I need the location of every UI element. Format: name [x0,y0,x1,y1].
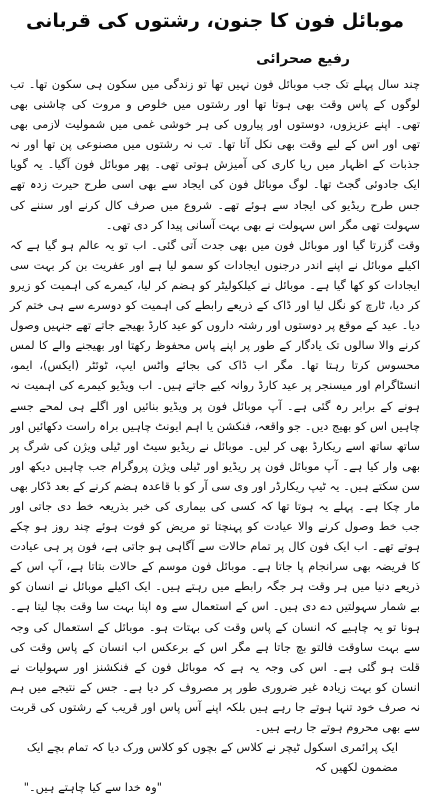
author-byline: رفیع صحرائی [256,51,350,67]
closing-quote: "وہ خدا سے کیا چاہتے ہیں۔" [23,780,162,795]
article-title: موبائل فون کا جنون، رشتوں کی قربانی [26,10,404,32]
closing-paragraph: ایک پرائمری اسکول ٹیچر نے کلاس کے بچوں کو کلاس ورک دیا کہ تمام بچے ایک مضمون لکھیں کہ [26,740,398,775]
article-body [10,74,420,737]
article-paragraph-1: چند سال پہلے تک جب موبائل فون نہیں تھا تو زندگی میں سکون ہی سکون تھا۔ تب لوگوں کے پاس وقت بھی ہوتا تھا اور رشتوں میں خلوص و مروت کی چاشنی بھی تھی۔ اپنے عزیزوں، دوستوں اور پیاروں کی ہر خوشی غمی میں شمولیت لازمی بھی تھی اور اس کے لیے وقت بھی نکل آتا تھا۔ تب نہ رشتوں میں مصنوعی پن تھا اور نہ جذبات کے اظہار میں ریا کاری کی آمیزش ہوتی تھی۔ پھر موبائل فون آگیا۔ یہ گویا ایک جادوئی گجٹ تھا۔ لوگ موبائل فون کی ایجاد سے بھی اسی طرح حیرت زدہ تھے جس طرح ریڈیو کی ایجاد سے ہوئے تھے۔ شروع میں صرف کال کرنے اور سننے کی سہولت تھی مگر اس سہولت نے بھی بہت آسانی پیدا کر دی تھی۔ [10,77,420,232]
article-paragraph-2: وقت گزرتا گیا اور موبائل فون میں بھی جدت آتی گئی۔ اب تو یہ عالم ہو گیا ہے کہ اکیلے موبائل نے اپنے اندر درجنوں ایجادات کو سمو لیا ہے اور عفریت بن کر بہت سی ایجادات کو کھا گیا ہے۔ موبائل نے کیلکولیٹر کو ہضم کر لیا، کیمرے کی اہمیت کو زیرو کر دیا، ٹارچ کو نگل لیا اور ڈاک کے ذریعے رابطے کی اہمیت کو دوسرے سے ہی ختم کر دیا۔ عید کے موقع پر دوستوں اور رشتہ داروں کو عید کارڈ بھیجے جاتے تھے جنہیں وصول کرنے والا سالوں تک یادگار کے طور پر اپنے پاس محفوظ رکھتا اور بھیجنے والے کا لمس محسوس کرتا رہتا تھا۔ مگر اب ڈاک کی بجائے واٹس ایپ، ٹوئٹر (ایکس)، ایمو، انسٹاگرام اور میسنجر پر عید کارڈ روانہ کیے جاتے ہیں۔ اب ویڈیو کیمرے کی اہمیت نہ ہونے کے برابر رہ گئی ہے۔ آپ موبائل فون پر ویڈیو بنائیں اور اگلے ہی لمحے جسے چاہیں اس کو بھیج دیں۔ جو واقعہ، فنکشن یا اہم ایونٹ چاہیں براہ راست دکھائیں اور ساتھ ساتھ اسے ریکارڈ بھی کر لیں۔ موبائل نے ریڈیو سیٹ اور ٹیلی ویژن کی شرگ پر بھی وار کیا ہے۔ آپ موبائل فون پر ریڈیو اور ٹیلی ویژن پروگرام جب چاہیں دیکھ اور سن سکتے ہیں۔ یہ ٹیپ ریکارڈر اور وی سی آر کو با قاعدہ ہضم کرنے کے بعد ڈکار بھی مار چکا ہے۔ پہلے یہ ہوتا تھا کہ کسی کی بیماری کی خبر بذریعہ خط دی جاتی اور جب خط وصول کرنے والا عیادت کو پہنچتا تو مریض کو فوت ہوئے چند روز ہو چکے ہوتے تھے۔ اب ایک فون کال پر تمام حالات سے آگاہی ہو جاتی ہے، فون پر ہی عیادت کا فریضہ بھی سرانجام پا جاتا ہے۔ موبائل فون موسم کے حالات بتاتا ہے، آپ اس کے ذریعے دنیا میں ہر وقت ہر جگہ رابطے میں رہتے ہیں۔ ایک اکیلے موبائل نے انسان کو بے شمار سہولتیں دے دی ہیں۔ اس کے استعمال سے وہ اپنا بہت سا وقت بچا لیتا ہے۔ ہونا تو یہ چاہیے کہ انسان کے پاس وقت کی بہتات ہو۔ موبائل کے استعمال کی وجہ سے بہت ساوقت فالتو بچ جاتا ہے مگر اس کے برعکس اب انسان کے پاس وقت کی قلت ہو گئی ہے۔ اس کی وجہ یہ ہے کہ موبائل فون کے فنکشنز اور سہولیات نے انسان کو بہت زیادہ غیر ضروری طور پر مصروف کر دیا ہے۔ جس کے نتیجے میں ہم نہ صرف خود تنہا ہوتے جا رہے ہیں بلکہ اپنے آس پاس اور قریب کے رشتوں کی قربت سے بھی محروم ہوتے جا رہے ہیں۔ [10,237,420,734]
